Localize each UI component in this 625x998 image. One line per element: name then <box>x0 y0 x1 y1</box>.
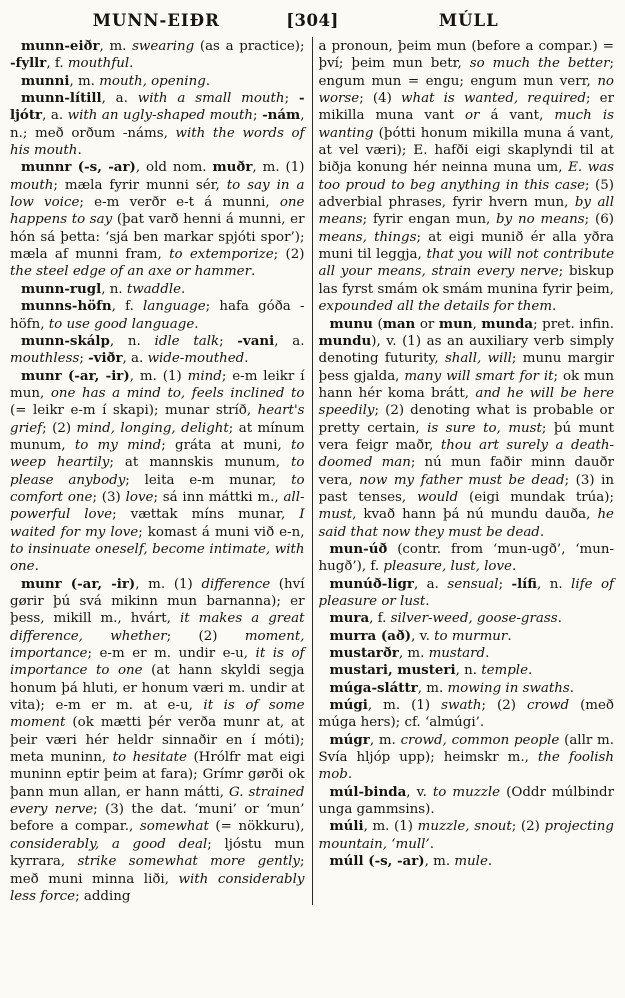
dictionary-entry <box>10 73 305 90</box>
body-text: , a. <box>122 351 148 367</box>
body-text: (as a practice); <box>194 39 305 54</box>
body-text: . <box>34 559 39 575</box>
headword-text: man <box>382 315 416 332</box>
body-text: ; (5) adverbial phrases, fyrir hvern mun, <box>318 177 614 211</box>
translation-text: to please anybody <box>10 455 305 488</box>
body-text: ; mæla fyrir munni sér, <box>53 177 227 193</box>
translation-text: swearing <box>132 39 195 54</box>
body-text: ; (2) denoting what is probable or pretty certain, <box>318 403 614 436</box>
body-text: , m. <box>369 732 401 748</box>
body-text: . <box>205 73 211 89</box>
headword-text: muðr <box>212 159 253 176</box>
body-text: . <box>557 611 562 627</box>
body-text: (= nökkuru), <box>208 819 305 835</box>
translation-text: mouthless <box>10 351 80 367</box>
body-text: , m. <box>417 680 448 696</box>
headword-text: munn-skálp <box>21 332 110 349</box>
dictionary-entry <box>319 680 615 697</box>
body-text: . <box>487 854 493 870</box>
translation-text: crowd, common people <box>400 732 560 748</box>
body-text: ; (3) in past tenses, <box>318 472 614 505</box>
translation-text: to extemporize <box>169 247 274 263</box>
translation-text: to hesitate <box>112 750 187 766</box>
headword-text: -fyllr <box>10 55 47 72</box>
body-text: ; komast á muni við e-n, <box>138 524 305 540</box>
body-text: ; e-m verðr e-t á munni, <box>79 195 280 211</box>
body-text: ; pret. infin. <box>533 316 615 332</box>
body-text: ; fyrir engan mun, <box>362 212 497 228</box>
body-text: ; <box>498 576 512 592</box>
body-text: , m. (1) <box>367 698 442 714</box>
headword-text: mundu <box>318 332 372 349</box>
body-text: . <box>528 663 533 679</box>
translation-text: mind, longing, delight <box>76 420 229 436</box>
body-text: (með múga hers); cf. ‘almúgi’. <box>318 698 614 731</box>
translation-text: to comfort one <box>10 472 305 505</box>
translation-text: to my mind <box>74 437 162 453</box>
body-text: , n.; með orðum -náms, <box>10 108 305 141</box>
translation-text: mule <box>454 854 488 870</box>
body-text: , kvað hann þá nú mundu dauða, <box>352 507 598 523</box>
body-text: ; (6) <box>584 212 614 228</box>
body-text: , m. (1) <box>135 576 202 592</box>
body-text: ; <box>253 108 263 124</box>
translation-text: crowd <box>527 698 570 714</box>
dictionary-entry <box>319 610 615 627</box>
body-text: . <box>77 143 82 159</box>
body-text: ; gráta at muni, <box>161 437 292 453</box>
translation-text: with the words of his mouth <box>10 125 305 159</box>
body-text: ; vættak míns munar, <box>112 507 300 523</box>
body-text: ; (3) <box>92 489 126 505</box>
translation-text: thou art surely a death-doomed man <box>318 437 614 471</box>
headword-text: mura <box>329 610 370 627</box>
body-text: . <box>511 559 517 575</box>
dictionary-entry <box>319 628 615 645</box>
translation-text: expounded all the details for them <box>318 299 553 315</box>
translation-text: one has a mind to, feels inclined to <box>50 385 305 401</box>
dictionary-entry <box>10 368 305 576</box>
translation-text: wide-mouthed <box>147 351 245 367</box>
translation-text: it makes a great difference, whether <box>10 611 305 644</box>
body-text: ; (2) <box>42 420 77 436</box>
dictionary-entry <box>319 38 615 316</box>
translation-text: swath <box>441 698 482 714</box>
body-text: . <box>129 56 134 72</box>
body-text: . <box>485 646 490 662</box>
body-text: ; (2) <box>273 247 305 263</box>
body-text: , m. <box>398 646 429 662</box>
translation-text: it is of importance to one <box>10 646 305 679</box>
body-text: . <box>181 281 186 297</box>
body-text: , m. (1) <box>363 819 418 835</box>
headword-text: munr (-ar, -ir) <box>21 575 136 592</box>
headword-text: -nám <box>262 107 301 124</box>
body-text: , m. (1) <box>252 160 305 176</box>
headword-text: múgr <box>329 731 370 748</box>
body-text: ; munu margir þess gjalda, <box>318 351 615 384</box>
body-text: ; nú mun faðir minn dauðr vera, <box>318 455 615 488</box>
dictionary-entry <box>319 576 615 611</box>
translation-text: to muzzle <box>432 784 501 800</box>
headword-text: múl-binda <box>329 783 407 800</box>
headword-text: -ljótr <box>10 90 305 124</box>
body-text: , n. <box>109 333 155 349</box>
dictionary-entry <box>319 541 615 576</box>
body-text: , f. <box>111 299 144 315</box>
body-text: . <box>552 299 557 315</box>
translation-text: sensual <box>447 576 499 592</box>
body-text: ; sá inn máttki m., <box>153 489 284 505</box>
dictionary-entry <box>319 697 615 732</box>
translation-text: so much the better <box>469 56 610 72</box>
translation-text: love <box>125 489 154 505</box>
translation-text: to use good language <box>48 316 195 332</box>
translation-text: silver-weed, goose-grass <box>390 611 558 627</box>
body-text: ; e-m leikr í mun, <box>10 368 305 401</box>
body-text: , a. <box>274 333 305 349</box>
headword-text: -viðr <box>88 350 123 367</box>
body-text: , old nom. <box>135 160 213 176</box>
translation-text: by no means <box>496 212 585 228</box>
translation-text: to murmur <box>434 628 508 644</box>
translation-text: shall, will <box>444 351 512 367</box>
translation-text: what is wanted, required <box>401 91 587 107</box>
translation-text: with a small mouth <box>137 91 285 107</box>
translation-text: with considerably less force <box>10 871 305 904</box>
translation-text: heart's grief <box>10 403 305 436</box>
translation-text: twaddle <box>126 281 182 297</box>
dictionary-entry <box>10 90 305 159</box>
translation-text: with an ugly-shaped mouth <box>67 108 254 124</box>
headword-text: -vani <box>237 332 275 349</box>
body-text: ; ljóstu mun kyrrara, <box>10 836 305 870</box>
running-head-right: MÚLL <box>438 11 499 30</box>
dictionary-entry <box>319 662 615 679</box>
body-text: (at hann skyldi segja honum þá hluti, er honum væri m. undir at vita); e-m er m. at e-u, <box>10 663 305 714</box>
translation-text: by all means <box>318 195 614 228</box>
translation-text: temple <box>481 663 529 679</box>
translation-text: mouth <box>10 177 54 193</box>
body-text: (þat varð henni á munni, er hón sá þetta: ‘sjá ben markar spjóti spor’); mæla af munni fram, <box>10 212 305 263</box>
translation-text: to say in a low voice <box>10 177 305 211</box>
body-text: , f. <box>46 56 68 72</box>
body-text: ; biskup las fyrst smám ok smám munina fyrir þeim, <box>318 264 614 297</box>
body-text: (contr. from ‘mun-ugð’, ‘mun-hugð’), f. <box>318 541 614 575</box>
body-text: . <box>194 316 199 332</box>
translation-text: projecting mountain, ‘mull’ <box>318 819 614 852</box>
translation-text: all-powerful love <box>10 489 305 523</box>
body-text: ; (2) <box>481 698 528 714</box>
translation-text: mowing in swaths <box>447 680 570 696</box>
body-text: . <box>244 351 249 367</box>
body-text: ; (3) the dat. ‘muni’ or ‘mun’ before a compar., <box>10 802 305 835</box>
body-text: . <box>539 524 545 540</box>
headword-text: mun-úð <box>329 540 388 557</box>
body-text: , v. <box>411 628 435 644</box>
body-text: , m. <box>69 73 100 89</box>
page-number: [304] <box>286 11 339 30</box>
translation-text: no worse <box>318 73 614 107</box>
body-text: , a. <box>42 108 68 124</box>
dictionary-entry <box>10 38 305 73</box>
translation-text: E. was too proud to beg anything in this case <box>318 160 615 193</box>
headword-text: múli <box>329 818 364 835</box>
dictionary-entry <box>10 333 305 368</box>
body-text: ; (2) <box>166 628 245 644</box>
body-text: (Oddr múlbindr unga gammsins). <box>318 784 614 818</box>
translation-text: idle talk <box>154 333 220 349</box>
translation-text: I waited for my love <box>10 507 305 540</box>
body-text: . <box>250 264 256 280</box>
body-text: ; at mínum munum, <box>10 420 305 453</box>
headword-text: múgi <box>329 697 368 714</box>
headword-text: munn-eiðr <box>21 38 100 54</box>
dictionary-entry <box>10 576 305 906</box>
translation-text: that you will not contribute all your means, strain every nerve <box>318 247 615 280</box>
translation-text: now my father must be dead <box>359 472 565 488</box>
translation-text: to weep heartily <box>10 437 305 471</box>
body-text: (eigi mundak trúa); <box>458 489 614 505</box>
translation-text: must <box>318 507 353 523</box>
column-left <box>4 37 313 905</box>
translation-text: mouthful <box>67 56 130 72</box>
translation-text: the foolish mob <box>318 750 615 783</box>
body-text: ; engum mun = engu; engum mun verr, <box>318 56 614 89</box>
body-text: . <box>569 680 575 696</box>
body-text: ; (4) <box>359 91 402 107</box>
headword-text: -lífi <box>511 575 537 592</box>
body-text: (ok mætti þér verða munr at, at þeir væri hér heldr sinnaðir en í móti); meta muninn, <box>10 715 305 766</box>
body-text: ; <box>79 351 89 367</box>
translation-text: strike somewhat more gently <box>77 854 300 870</box>
translation-text: it is of some moment <box>10 698 305 731</box>
headword-text: mustarðr <box>329 645 399 662</box>
dictionary-entry <box>319 645 615 662</box>
translation-text: mustard <box>428 646 486 662</box>
headword-text: munúð-ligr <box>329 575 414 592</box>
body-text: , v. <box>406 784 433 800</box>
body-text: (hví gørir þú svá mikinn mun barnanna); er þess, mikill m., hvárt, <box>10 576 305 627</box>
body-text: ; <box>284 91 299 107</box>
body-text: , n. <box>101 281 127 297</box>
headword-text: munn-rugl <box>21 280 102 297</box>
body-text: , a. <box>413 576 448 592</box>
translation-text: life of pleasure or lust <box>318 576 614 609</box>
body-text: . <box>425 594 430 609</box>
body-text: or <box>415 316 439 332</box>
translation-text: to insinuate oneself, become intimate, with one <box>10 541 305 575</box>
translation-text: the steel edge of an axe or hammer <box>10 264 251 280</box>
translation-text: much is wanting <box>318 108 614 141</box>
body-text: , n. <box>455 663 482 679</box>
translation-text: or <box>465 108 480 124</box>
body-text: ; þú munt vera feigr maðr, <box>318 420 614 453</box>
body-text: ; <box>219 333 238 349</box>
body-text: ; at eigi munið ér alla yðra muni til leggja, <box>318 229 614 263</box>
body-text: , m. (1) <box>129 368 188 384</box>
translation-text: mind <box>187 368 222 384</box>
translation-text: language <box>143 299 206 315</box>
translation-text: pleasure, lust, love <box>383 559 512 575</box>
headword-text: múga-sláttr <box>329 679 418 696</box>
body-text: ; hafa góða -höfn, <box>10 299 305 332</box>
dictionary-entry <box>319 732 615 784</box>
headword-text: múll (-s, -ar) <box>329 853 425 870</box>
translation-text: one happens to say <box>10 195 305 228</box>
headword-text: munni <box>21 72 70 89</box>
translation-text: G. strained every nerve <box>10 784 305 818</box>
body-text: ), v. (1) as an auxiliary verb simply denoting futurity, <box>318 333 614 367</box>
body-text: ; at mannskis munum, <box>109 455 292 471</box>
body-text: ; er mikilla muna vant <box>318 91 615 124</box>
headword-text: munns-höfn <box>21 298 112 315</box>
body-text: á vant, <box>479 108 555 124</box>
headword-text: munr (-ar, -ir) <box>21 367 130 384</box>
text-columns <box>0 37 625 905</box>
body-text: (allr m. Svía hljóp upp); heimskr m., <box>318 732 614 766</box>
headword-text: munu <box>329 315 373 332</box>
body-text: ; með muni minna liði, <box>10 854 305 887</box>
dictionary-entry <box>319 818 615 853</box>
dictionary-entry <box>10 281 305 298</box>
translation-text: muzzle, snout <box>417 819 512 835</box>
body-text: , m. <box>424 854 455 870</box>
translation-text: means, things <box>318 229 417 245</box>
body-text: . <box>347 767 353 783</box>
body-text: , <box>472 316 482 332</box>
body-text: (Hrólfr mat eigi muninn eptir þeim at fara); Grímr gørði ok þann mun allan, er hann mátti, <box>10 750 305 800</box>
translation-text: he said that now they must be dead <box>318 507 614 540</box>
running-head-left: MUNN-EIÐR <box>92 11 220 30</box>
translation-text: would <box>417 489 459 505</box>
body-text: ; leita e-m munar, <box>125 472 292 488</box>
translation-text: is sure to, must <box>427 420 542 436</box>
dictionary-entry <box>319 784 615 819</box>
translation-text: difference <box>201 576 271 592</box>
page-header <box>0 0 625 37</box>
body-text: , n. <box>537 576 572 592</box>
headword-text: mustari, musteri <box>329 662 456 679</box>
body-text: , f. <box>369 611 391 627</box>
translation-text: somewhat <box>139 819 209 835</box>
headword-text: munda <box>481 315 534 332</box>
body-text: (þótti honum mikilla muna á vant, at vel væri); E. hafði eigi skaplyndi til at biðja konung hér neinna muna um, <box>318 125 614 176</box>
dictionary-entry <box>10 298 305 333</box>
headword-text: mun <box>438 315 473 332</box>
body-text: ; e-m er m. undir e-u, <box>87 646 256 662</box>
translation-text: many will smart for it <box>404 368 554 384</box>
translation-text: and he will be here speedily <box>318 385 614 419</box>
body-text: , a. <box>101 91 138 107</box>
body-text: ; (2) <box>511 819 545 835</box>
body-text: a pronoun, þeim mun (before a compar.) = því; þeim mun betr, <box>318 39 614 72</box>
translation-text: considerably, a good deal <box>10 836 208 852</box>
dictionary-entry <box>319 316 615 541</box>
headword-text: murra (að) <box>329 627 412 644</box>
body-text: . <box>507 628 512 644</box>
dictionary-entry <box>319 853 615 870</box>
headword-text: munnr (-s, -ar) <box>21 159 136 176</box>
body-text: (= leikr e-m í skapi); munar stríð, <box>10 403 258 419</box>
body-text: , m. <box>99 39 133 54</box>
body-text: . <box>429 836 434 852</box>
translation-text: mouth, opening <box>99 73 206 89</box>
body-text: ( <box>372 316 383 332</box>
body-text: ; adding <box>75 888 131 904</box>
dictionary-entry <box>10 159 305 280</box>
body-text: ; ok mun hann hér koma brátt, <box>318 368 614 401</box>
translation-text: moment, importance <box>10 628 305 662</box>
column-right <box>313 37 622 905</box>
headword-text: munn-lítill <box>21 90 102 107</box>
